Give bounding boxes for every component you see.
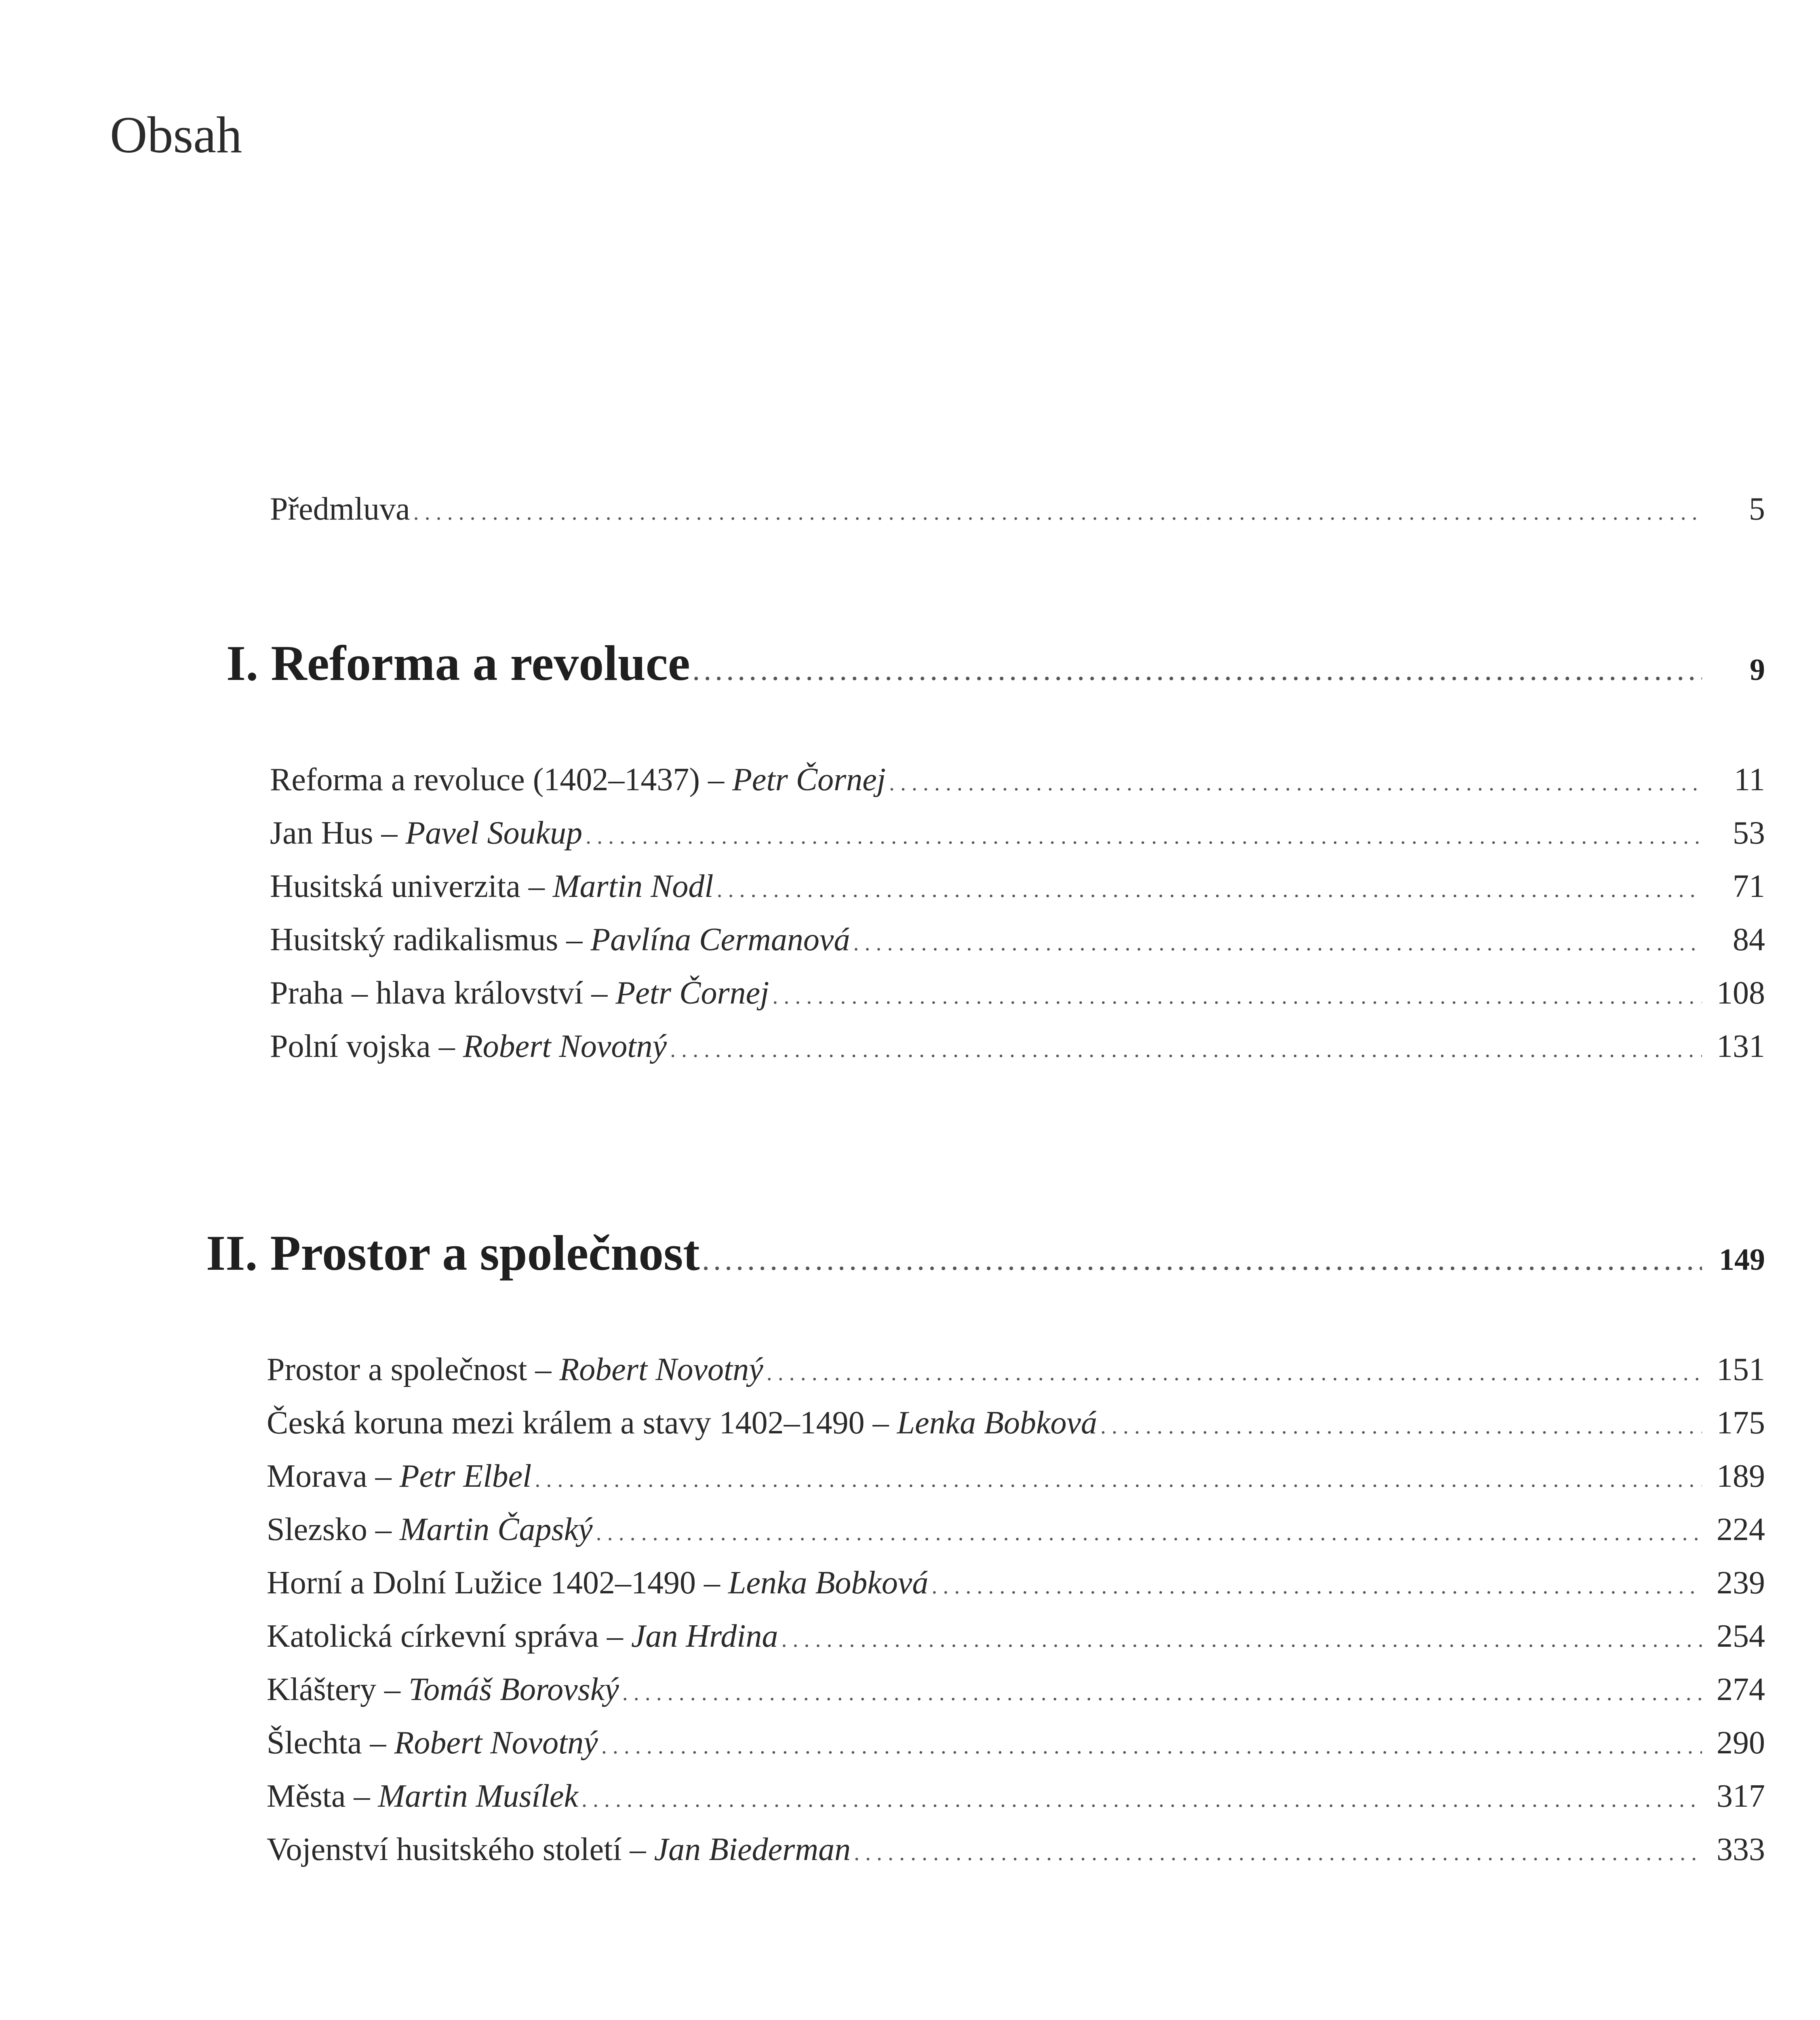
section-title: II. Prostor a společnost (206, 1225, 700, 1281)
toc-entry[interactable] (270, 977, 1765, 1009)
toc-page-number: 84 (1733, 922, 1765, 957)
page-title: Obsah (110, 106, 242, 164)
chapter-title: Města – (267, 1778, 378, 1814)
chapter-author: Lenka Bobková (897, 1405, 1097, 1441)
toc-entry[interactable] (267, 1513, 1765, 1546)
section-heading-1[interactable] (226, 635, 1765, 691)
dot-leader (596, 1521, 1702, 1544)
toc-entry[interactable] (267, 1620, 1765, 1652)
dot-leader (767, 1361, 1702, 1384)
chapter-author: Petr Čornej (732, 762, 886, 797)
section-heading-2[interactable] (206, 1225, 1765, 1281)
chapter-author: Petr Elbel (399, 1458, 532, 1494)
toc-page-number: 11 (1734, 762, 1765, 797)
toc-entry[interactable] (270, 870, 1765, 903)
toc-entry-title (270, 924, 850, 956)
toc-entry[interactable] (270, 1030, 1765, 1063)
toc-page-number: 290 (1717, 1725, 1765, 1761)
chapter-author: Lenka Bobková (728, 1565, 929, 1601)
dot-leader (772, 985, 1702, 1008)
toc-entry[interactable] (267, 1460, 1765, 1492)
toc-page-number: 53 (1733, 815, 1765, 851)
toc-page-number: 108 (1717, 975, 1765, 1011)
toc-entry[interactable] (270, 764, 1765, 796)
toc-entry-title (267, 1460, 531, 1492)
toc-entry[interactable] (267, 1727, 1765, 1759)
section-page-number: 9 (1750, 653, 1765, 687)
dot-leader (853, 932, 1702, 954)
toc-page-number: 175 (1717, 1405, 1765, 1441)
toc-entry-preface[interactable] (270, 493, 1765, 525)
toc-page-number: 254 (1717, 1618, 1765, 1654)
chapter-title: Husitský radikalismus – (270, 922, 591, 957)
toc-entry[interactable] (267, 1780, 1765, 1812)
dot-leader (581, 1788, 1702, 1811)
toc-entry-title (267, 1727, 598, 1759)
toc-entry-title (267, 1673, 619, 1706)
dot-leader (889, 772, 1702, 794)
toc-entry[interactable] (270, 924, 1765, 956)
toc-entry-title (267, 1407, 1097, 1439)
section-page-number: 149 (1719, 1243, 1765, 1277)
toc-entry[interactable] (267, 1567, 1765, 1599)
toc-entry-title (267, 1620, 778, 1652)
chapter-author: Jan Hrdina (631, 1618, 778, 1654)
chapter-author: Pavel Soukup (405, 815, 583, 851)
dot-leader (703, 1251, 1702, 1274)
chapter-title: Morava – (267, 1458, 400, 1494)
toc-entry-title (267, 1780, 578, 1812)
chapter-author: Jan Biederman (654, 1832, 851, 1867)
toc-entry-title (270, 870, 714, 903)
toc-entry-title (270, 1030, 667, 1063)
chapter-title: Polní vojska – (270, 1029, 463, 1064)
toc-entry[interactable] (267, 1407, 1765, 1439)
toc-entry[interactable] (267, 1353, 1765, 1386)
dot-leader (931, 1575, 1702, 1597)
chapter-title: Kláštery – (267, 1672, 409, 1707)
chapter-author: Robert Novotný (394, 1725, 598, 1761)
toc-page-number: 189 (1717, 1458, 1765, 1494)
chapter-title: Horní a Dolní Lužice 1402–1490 – (267, 1565, 728, 1601)
toc-entry[interactable] (267, 1673, 1765, 1706)
chapter-title: Vojenství husitského století – (267, 1832, 654, 1867)
toc-entry-title (270, 977, 769, 1009)
dot-leader (601, 1735, 1702, 1757)
toc-entry-title (270, 764, 886, 796)
toc-entry[interactable] (270, 817, 1765, 849)
section-title: I. Reforma a revoluce (226, 635, 690, 691)
dot-leader (535, 1468, 1702, 1491)
chapter-title: Prostor a společnost – (267, 1352, 560, 1387)
toc-entry-title (267, 1353, 763, 1386)
chapter-author: Martin Nodl (552, 869, 714, 904)
toc-page-number: 71 (1733, 869, 1765, 904)
dot-leader (670, 1038, 1702, 1061)
toc-page-number: 333 (1717, 1832, 1765, 1867)
chapter-author: Martin Musílek (378, 1778, 578, 1814)
chapter-author: Robert Novotný (559, 1352, 763, 1387)
chapter-author: Pavlína Cermanová (590, 922, 850, 957)
dot-leader (413, 501, 1702, 524)
toc-entry[interactable] (267, 1833, 1765, 1866)
chapter-title: Katolická církevní správa – (267, 1618, 631, 1654)
toc-page-number: 274 (1717, 1672, 1765, 1707)
toc-page-number: 151 (1717, 1352, 1765, 1387)
toc-entry-title (267, 1567, 928, 1599)
toc-entry-title (267, 1513, 593, 1546)
chapter-title: Jan Hus – (270, 815, 406, 851)
chapter-author: Tomáš Borovský (409, 1672, 619, 1707)
dot-leader (622, 1681, 1702, 1704)
dot-leader (717, 878, 1702, 901)
chapter-title: Česká koruna mezi králem a stavy 1402–1490 – (267, 1405, 897, 1441)
toc-page-number: 317 (1717, 1778, 1765, 1814)
dot-leader (1100, 1415, 1702, 1437)
chapter-author: Robert Novotný (463, 1029, 667, 1064)
chapter-author: Martin Čapský (399, 1512, 593, 1547)
chapter-author: Petr Čornej (615, 975, 769, 1011)
toc-entry-title (267, 1833, 851, 1866)
chapter-title: Reforma a revoluce (1402–1437) – (270, 762, 733, 797)
dot-leader (693, 661, 1702, 684)
toc-page-number: 5 (1749, 491, 1765, 527)
chapter-title: Šlechta – (267, 1725, 394, 1761)
toc-entry-title (270, 817, 582, 849)
chapter-title: Praha – hlava království – (270, 975, 616, 1011)
toc-page-number: 131 (1717, 1029, 1765, 1064)
dot-leader (782, 1628, 1702, 1651)
chapter-title: Slezsko – (267, 1512, 400, 1547)
dot-leader (854, 1841, 1702, 1864)
toc-entry-title: Předmluva (270, 491, 410, 527)
dot-leader (586, 825, 1702, 848)
toc-page-number: 224 (1717, 1512, 1765, 1547)
chapter-title: Husitská univerzita – (270, 869, 553, 904)
toc-page-number: 239 (1717, 1565, 1765, 1601)
